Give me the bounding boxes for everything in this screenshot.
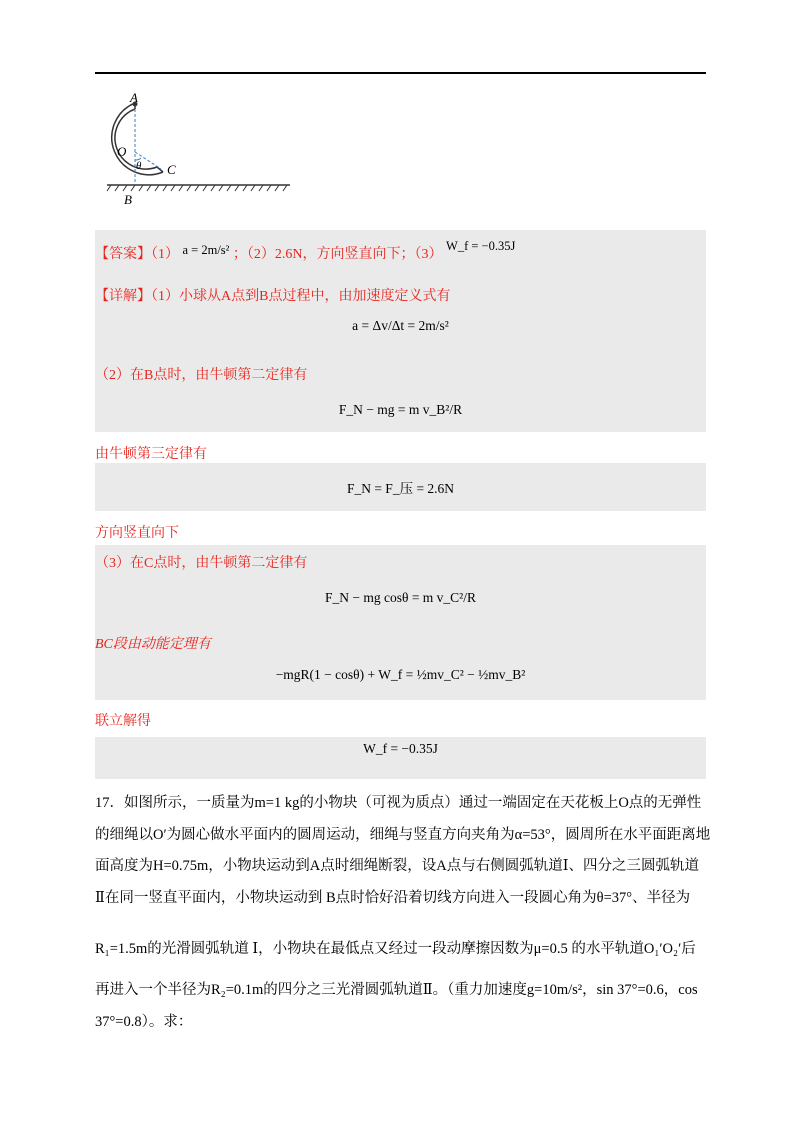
- detail-line-3: 由牛顿第三定律有: [95, 447, 207, 462]
- equation-6: W_f = −0.35J: [363, 741, 438, 756]
- detail-line-5: （3）在C点时，由牛顿第二定律有: [95, 556, 308, 571]
- track-figure: [95, 92, 295, 207]
- detail-tag: 【详解】: [95, 289, 151, 304]
- answer-a-value: a = 2m/s²: [182, 243, 230, 257]
- problem-text-7: 37°=0.8）。求：: [95, 1014, 193, 1030]
- answer-tag: 【答案】: [95, 247, 151, 262]
- problem-line-1: [95, 791, 701, 812]
- answer-p2: ；（2）2.6N，方向竖直向下；（3）: [232, 247, 443, 262]
- detail-text-1: （1）小球从A点到B点过程中，由加速度定义式有: [151, 289, 451, 304]
- equation-4: F_N − mg cosθ = m v_C²/R: [324, 590, 476, 605]
- problem-text-1: 如图所示，一质量为m=1 kg的小物块（可视为质点）通过一端固定在天花板上O点的无弹性: [124, 795, 702, 811]
- answer-line: [95, 239, 516, 263]
- detail-line-7: 联立解得: [95, 714, 151, 729]
- label-a: A: [130, 92, 138, 105]
- problem-text-6: 再进入一个半径为R₂=0.1m的四分之三光滑圆弧轨道Ⅱ。（重力加速度g=10m/s²，sin 37°=0.6，cos: [95, 982, 698, 998]
- problem-text-5: R₁=1.5m的光滑圆弧轨道 Ⅰ，小物块在最低点又经过一段动摩擦因数为μ=0.5 的水平轨道O₁′O₂′后: [95, 941, 696, 957]
- detail-line-1: [95, 285, 450, 305]
- problem-text-3: 面高度为H=0.75m，小物块运动到A点时细绳断裂，设A点与右侧圆弧轨道Ⅰ、四分之三圆弧轨道: [95, 858, 699, 874]
- detail-line-4: 方向竖直向下: [95, 526, 179, 541]
- answer-w-value: W_f = −0.35J: [446, 239, 516, 253]
- detail-line-6: BC段由动能定理有: [95, 637, 211, 652]
- equation-3: F_N = F_压 = 2.6N: [346, 481, 455, 496]
- detail-line-2: （2）在B点时，由牛顿第二定律有: [95, 368, 308, 383]
- equation-2: F_N − mg = m v_B²/R: [338, 402, 463, 417]
- problem-text-2: 的细绳以O′为圆心做水平面内的圆周运动，细绳与竖直方向夹角为α=53°，圆周所在水平面距离地: [95, 827, 711, 843]
- label-b: B: [124, 192, 132, 207]
- label-theta: θ: [136, 160, 142, 172]
- problem-text-4: Ⅱ在同一竖直平面内，小物块运动到 B点时恰好沿着切线方向进入一段圆心角为θ=37°、半径为: [95, 890, 691, 906]
- equation-1: a = Δv/Δt = 2m/s²: [352, 318, 449, 333]
- problem-number: 17．: [95, 795, 124, 811]
- answer-p1: （1）: [151, 247, 179, 262]
- header-rule: [95, 72, 706, 74]
- equation-5: −mgR(1 − cosθ) + W_f = ½mv_C² − ½mv_B²: [275, 667, 526, 682]
- track-diagram: [95, 92, 295, 207]
- label-o: O: [117, 144, 127, 159]
- label-c: C: [167, 162, 176, 177]
